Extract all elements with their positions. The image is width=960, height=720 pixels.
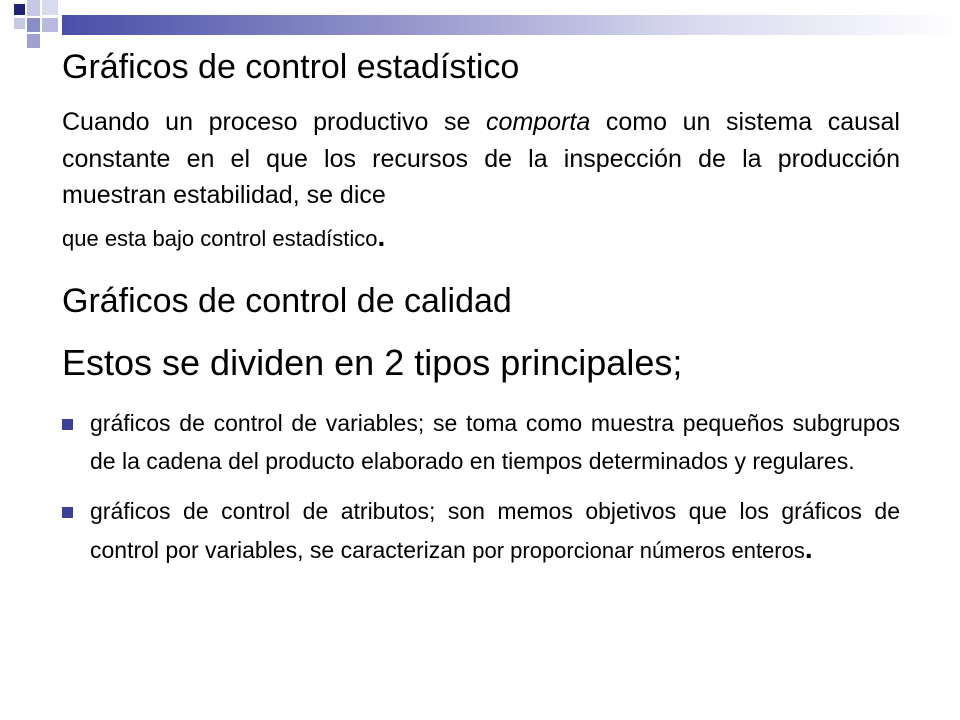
heading-quality-charts: Gráficos de control de calidad <box>62 282 512 320</box>
heading-types: Estos se dividen en 2 tipos principales; <box>62 342 683 383</box>
bullet-item-variables <box>62 404 900 480</box>
square-dark-icon <box>14 4 25 15</box>
bullet-list <box>62 404 900 582</box>
square-light-icon <box>42 0 58 15</box>
intro-period: . <box>377 220 386 252</box>
square-light-icon <box>42 18 58 32</box>
square-light-icon <box>27 0 40 16</box>
bullet-period: . <box>804 533 813 564</box>
square-bullet-icon <box>62 419 73 430</box>
bullet-text: gráficos de control de atributos; son memos objetivos que los gráficos de control por variables, se caracterizan <box>90 498 900 563</box>
bullet-text: gráficos de control de variables; se toma como muestra pequeños subgrupos de la cadena del producto elaborado en tiempos determinados y regulares. <box>90 410 900 474</box>
intro-text-last: que esta bajo control estadístico <box>62 225 378 251</box>
bullet-text-tail: por proporcionar números enteros <box>472 538 805 563</box>
intro-paragraph <box>62 104 900 257</box>
intro-text-main: Cuando un proceso productivo se <box>62 108 487 136</box>
slide-title: Gráficos de control estadístico <box>62 48 520 86</box>
intro-text-rest: como un sistema causal constante en el que los recursos de la inspección de la producción muestran estabilidad, se dice <box>62 108 900 209</box>
bullet-item-attributes <box>62 492 900 570</box>
square-medium-icon <box>27 34 40 48</box>
header-gradient-bar <box>62 15 960 35</box>
intro-last-line <box>62 219 900 258</box>
square-medium-icon <box>27 18 40 32</box>
square-light-icon <box>14 18 25 29</box>
intro-text-emphasis: comporta <box>486 108 591 136</box>
square-bullet-icon <box>62 507 73 518</box>
